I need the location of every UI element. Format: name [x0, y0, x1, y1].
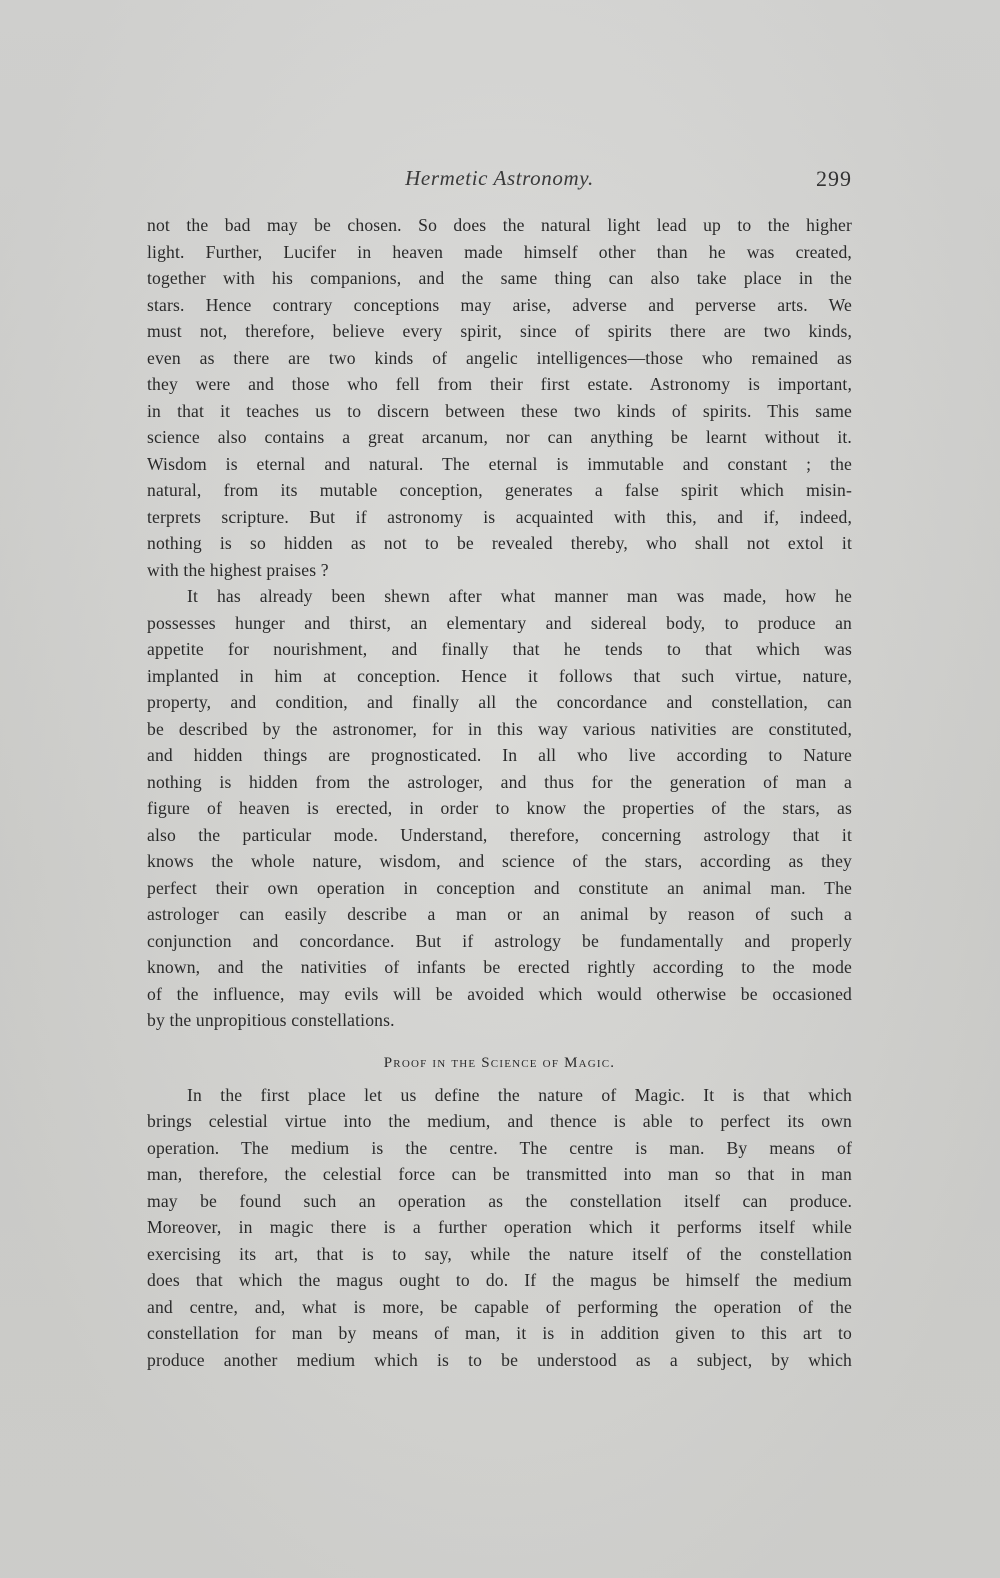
running-title: Hermetic Astronomy. [405, 166, 594, 190]
text-line: property, and condition, and finally all the concordance and constellation, can [147, 692, 852, 712]
text-line: perfect their own operation in conception and constitute an animal man. The [147, 877, 852, 898]
text-line: natural, from its mutable conception, generates a false spirit which misin- [147, 480, 852, 500]
text-line: Moreover, in magic there is a further operation which it performs itself while [147, 1217, 852, 1237]
section-heading: Proof in the Science of Magic. [383, 1054, 616, 1071]
text-line: brings celestial virtue into the medium, and thence is able to perfect its own [147, 1111, 852, 1131]
text-line: and centre, and, what is more, be capable of performing the operation of the [147, 1296, 852, 1317]
text-line: they were and those who fell from their first estate. Astronomy is important, [147, 374, 852, 394]
text-line: does that which the magus ought to do. If the magus be himself the medium [147, 1270, 852, 1290]
text-line: by the unpropitious constellations. [147, 1010, 395, 1030]
paragraph-2 [147, 583, 852, 1034]
text-line: and hidden things are prognosticated. In all who live according to Nature [147, 745, 852, 765]
text-line: may be found such an operation as the constellation itself can produce. [147, 1190, 852, 1211]
text-line: together with his companions, and the same thing can also take place in the [147, 268, 852, 288]
text-line: of the influence, may evils will be avoided which would otherwise be occasioned [147, 983, 852, 1004]
paragraph-3 [147, 1082, 852, 1374]
text-line: nothing is hidden from the astrologer, and thus for the generation of man a [147, 771, 852, 792]
text-line: terprets scripture. But if astronomy is acquainted with this, and if, indeed, [147, 506, 852, 527]
text-line: stars. Hence contrary conceptions may arise, adverse and perverse arts. We [147, 294, 852, 315]
text-line: figure of heaven is erected, in order to know the properties of the stars, as [147, 798, 852, 818]
text-line: exercising its art, that is to say, while the nature itself of the constellation [147, 1243, 852, 1264]
text-line: implanted in him at conception. Hence it follows that such virtue, nature, [147, 665, 852, 686]
text-line: knows the whole nature, wisdom, and science of the stars, according as they [147, 851, 852, 871]
text-line: possesses hunger and thirst, an elementary and sidereal body, to produce an [147, 612, 852, 633]
text-line: known, and the nativities of infants be erected rightly according to the mode [147, 957, 852, 977]
text-line: conjunction and concordance. But if astrology be fundamentally and properly [147, 930, 852, 951]
text-line: even as there are two kinds of angelic intelligences—those who remained as [147, 347, 852, 368]
text-line: operation. The medium is the centre. The centre is man. By means of [147, 1137, 852, 1158]
text-line: man, therefore, the celestial force can be transmitted into man so that in man [147, 1164, 852, 1184]
text-line: science also contains a great arcanum, nor can anything be learnt without it. [147, 427, 852, 447]
text-line: produce another medium which is to be understood as a subject, by which [147, 1349, 852, 1370]
text-line: Wisdom is eternal and natural. The eternal is immutable and constant ; the [147, 453, 852, 474]
text-line: also the particular mode. Understand, therefore, concerning astrology that it [147, 824, 852, 845]
text-line: with the highest praises ? [147, 559, 329, 580]
text-line: It has already been shewn after what manner man was made, how he [187, 586, 852, 606]
text-line: must not, therefore, believe every spirit, since of spirits there are two kinds, [147, 321, 852, 341]
text-line: nothing is so hidden as not to be revealed thereby, who shall not extol it [147, 533, 852, 553]
text-line: be described by the astronomer, for in this way various nativities are constituted, [147, 718, 852, 739]
text-line: in that it teaches us to discern between these two kinds of spirits. This same [147, 400, 852, 421]
page-number: 299 [816, 166, 852, 191]
text-line: constellation for man by means of man, it is in addition given to this art to [147, 1323, 852, 1343]
text-line: light. Further, Lucifer in heaven made himself other than he was created, [147, 241, 852, 262]
text-line: not the bad may be chosen. So does the natural light lead up to the higher [147, 215, 852, 235]
page-header [147, 166, 852, 196]
text-line: appetite for nourishment, and finally that he tends to that which was [147, 639, 852, 659]
body-text [147, 212, 852, 1373]
text-line: astrologer can easily describe a man or an animal by reason of such a [147, 904, 852, 924]
paragraph-1 [147, 212, 852, 583]
text-line: In the first place let us define the nature of Magic. It is that which [187, 1084, 852, 1105]
